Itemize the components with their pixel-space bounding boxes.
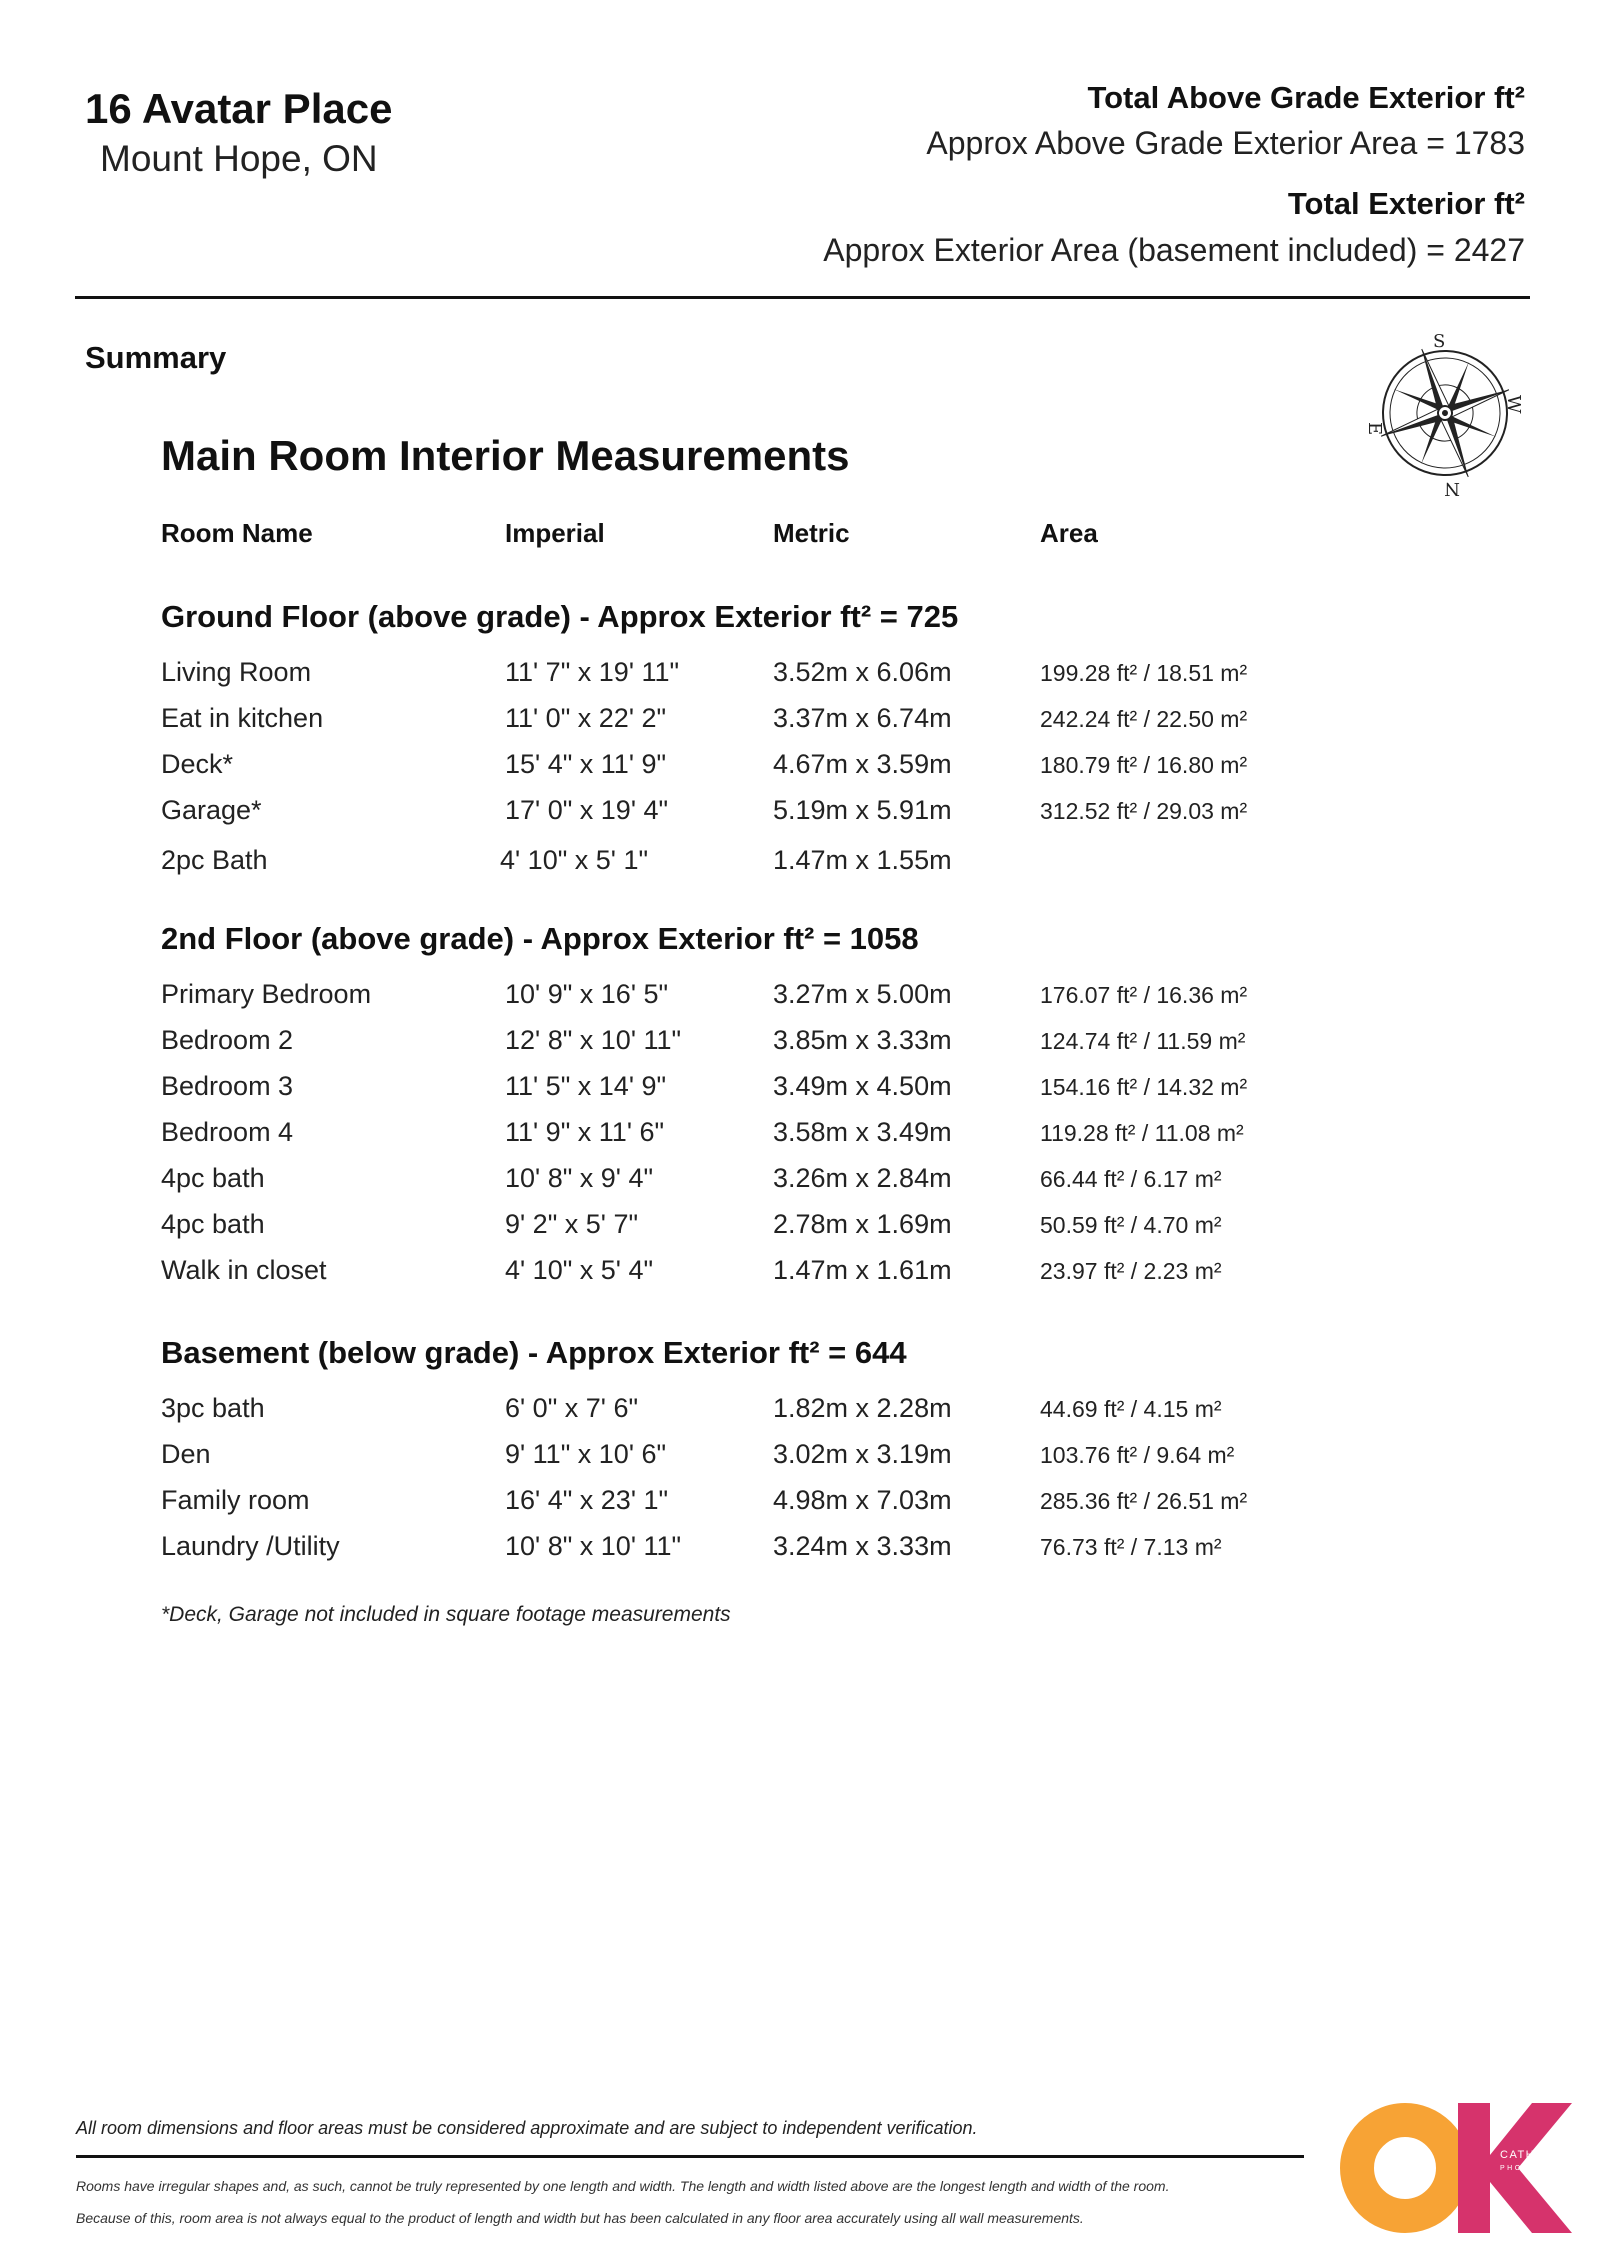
room-name: Family room: [161, 1485, 310, 1515]
room-area: 119.28 ft² / 11.08 m²: [1040, 1120, 1244, 1146]
table-row: [0, 1485, 1600, 1531]
room-metric: 1.47m x 1.55m: [773, 845, 952, 875]
room-imperial: 4' 10" x 5' 1": [500, 845, 649, 875]
room-name: Walk in closet: [161, 1255, 327, 1285]
table-row: [0, 1117, 1600, 1163]
room-area: 124.74 ft² / 11.59 m²: [1040, 1028, 1246, 1054]
room-imperial: 11' 9" x 11' 6": [505, 1117, 665, 1147]
room-name: Bedroom 3: [161, 1071, 294, 1101]
table-row: [0, 1393, 1600, 1439]
section-heading-2nd-floor: 2nd Floor (above grade) - Approx Exterior ft² = 1058: [161, 921, 919, 956]
footnote: *Deck, Garage not included in square footage measurements: [161, 1603, 731, 1626]
room-name: Den: [161, 1439, 211, 1469]
table-row: [0, 1255, 1600, 1301]
room-metric: 5.19m x 5.91m: [773, 795, 952, 825]
room-area: 103.76 ft² / 9.64 m²: [1040, 1442, 1235, 1468]
property-street: 16 Avatar Place: [85, 85, 393, 132]
column-header-room: Room Name: [161, 518, 313, 548]
room-area: 23.97 ft² / 2.23 m²: [1040, 1258, 1222, 1284]
table-row: [0, 795, 1600, 841]
room-name: 2pc Bath: [161, 845, 268, 875]
room-metric: 3.02m x 3.19m: [773, 1439, 952, 1469]
table-row: [0, 1163, 1600, 1209]
room-area: 180.79 ft² / 16.80 m²: [1040, 752, 1248, 778]
table-row: [0, 1531, 1600, 1577]
room-area: 44.69 ft² / 4.15 m²: [1040, 1396, 1222, 1422]
room-name: Eat in kitchen: [161, 703, 324, 733]
room-metric: 3.58m x 3.49m: [773, 1117, 952, 1147]
room-metric: 3.37m x 6.74m: [773, 703, 952, 733]
compass-s: S: [1433, 331, 1446, 352]
room-imperial: 9' 2" x 5' 7": [505, 1209, 639, 1239]
room-area: 312.52 ft² / 29.03 m²: [1040, 798, 1248, 824]
room-name: Bedroom 2: [161, 1025, 294, 1055]
section-heading-basement: Basement (below grade) - Approx Exterior ft² = 644: [161, 1335, 907, 1370]
room-metric: 2.78m x 1.69m: [773, 1209, 952, 1239]
property-city: Mount Hope, ON: [100, 138, 378, 179]
room-name: Deck*: [161, 749, 234, 779]
table-row: [0, 657, 1600, 703]
room-area: 242.24 ft² / 22.50 m²: [1040, 706, 1248, 732]
total-exterior-value: Approx Exterior Area (basement included) = 2427: [823, 232, 1525, 268]
room-area: 199.28 ft² / 18.51 m²: [1040, 660, 1248, 686]
room-area: 285.36 ft² / 26.51 m²: [1040, 1488, 1248, 1514]
logo-sub: PHOTOGRAPHY: [1500, 2165, 1582, 2172]
table-row: [0, 703, 1600, 749]
logo-name: CATHY KOOP: [1500, 2149, 1587, 2161]
room-imperial: 11' 0" x 22' 2": [505, 703, 667, 733]
room-area: 154.16 ft² / 14.32 m²: [1040, 1074, 1248, 1100]
room-imperial: 9' 11" x 10' 6": [505, 1439, 667, 1469]
room-imperial: 16' 4" x 23' 1": [505, 1485, 669, 1515]
room-name: Living Room: [161, 657, 312, 687]
logo-o-shape: [1357, 2120, 1453, 2216]
header-divider: [75, 296, 1530, 299]
table-row: [0, 845, 1600, 891]
above-grade-heading: Total Above Grade Exterior ft²: [1087, 80, 1525, 115]
room-metric: 3.27m x 5.00m: [773, 979, 952, 1009]
room-imperial: 4' 10" x 5' 4": [505, 1255, 654, 1285]
footer-divider: [76, 2155, 1304, 2158]
room-area: 176.07 ft² / 16.36 m²: [1040, 982, 1248, 1008]
room-name: Bedroom 4: [161, 1117, 294, 1147]
room-name: Primary Bedroom: [161, 979, 372, 1009]
room-metric: 3.85m x 3.33m: [773, 1025, 952, 1055]
room-metric: 1.82m x 2.28m: [773, 1393, 952, 1423]
column-header-imperial: Imperial: [505, 518, 605, 548]
disclaimer: All room dimensions and floor areas must be considered approximate and are subject to independent verification.: [76, 2118, 978, 2138]
room-imperial: 12' 8" x 10' 11": [505, 1025, 682, 1055]
room-imperial: 6' 0" x 7' 6": [505, 1393, 639, 1423]
room-imperial: 10' 8" x 9' 4": [505, 1163, 654, 1193]
room-metric: 3.26m x 2.84m: [773, 1163, 952, 1193]
room-metric: 3.52m x 6.06m: [773, 657, 952, 687]
room-name: 4pc bath: [161, 1209, 265, 1239]
room-area: 50.59 ft² / 4.70 m²: [1040, 1212, 1222, 1238]
total-exterior-heading: Total Exterior ft²: [1287, 186, 1525, 221]
footer-note-line-2: Because of this, room area is not always equal to the product of length and width but has been calculated in any floor area accurately using all wall measurements.: [76, 2210, 1084, 2226]
room-name: Garage*: [161, 795, 262, 825]
room-imperial: 10' 8" x 10' 11": [505, 1531, 682, 1561]
room-imperial: 15' 4" x 11' 9": [505, 749, 667, 779]
room-metric: 1.47m x 1.61m: [773, 1255, 952, 1285]
table-row: [0, 749, 1600, 795]
room-metric: 3.49m x 4.50m: [773, 1071, 952, 1101]
page-title: Main Room Interior Measurements: [161, 432, 850, 479]
summary-label: Summary: [85, 340, 227, 375]
room-imperial: 17' 0" x 19' 4": [505, 795, 669, 825]
room-area: 66.44 ft² / 6.17 m²: [1040, 1166, 1222, 1192]
table-row: [0, 1209, 1600, 1255]
table-row: [0, 979, 1600, 1025]
above-grade-value: Approx Above Grade Exterior Area = 1783: [926, 125, 1525, 161]
room-metric: 4.98m x 7.03m: [773, 1485, 952, 1515]
compass-rose-icon: [1360, 325, 1530, 500]
room-imperial: 11' 5" x 14' 9": [505, 1071, 667, 1101]
column-header-metric: Metric: [773, 518, 850, 548]
table-row: [0, 1439, 1600, 1485]
room-area: 76.73 ft² / 7.13 m²: [1040, 1534, 1222, 1560]
room-name: 3pc bath: [161, 1393, 265, 1423]
room-metric: 3.24m x 3.33m: [773, 1531, 952, 1561]
compass-n: N: [1444, 478, 1460, 499]
room-imperial: 10' 9" x 16' 5": [505, 979, 669, 1009]
room-imperial: 11' 7" x 19' 11": [505, 657, 680, 687]
compass-w: W: [1503, 395, 1524, 414]
section-heading-ground: Ground Floor (above grade) - Approx Exterior ft² = 725: [161, 599, 959, 634]
room-name: 4pc bath: [161, 1163, 265, 1193]
cathy-koop-logo: [1340, 2100, 1587, 2235]
compass-e: E: [1364, 422, 1385, 436]
footer-note-line-1: Rooms have irregular shapes and, as such, cannot be truly represented by one length and width. The length and width listed above are the longest length and width of the room.: [76, 2178, 1170, 2194]
table-row: [0, 1025, 1600, 1071]
room-metric: 4.67m x 3.59m: [773, 749, 952, 779]
room-name: Laundry /Utility: [161, 1531, 340, 1561]
column-header-area: Area: [1040, 518, 1098, 548]
table-row: [0, 1071, 1600, 1117]
